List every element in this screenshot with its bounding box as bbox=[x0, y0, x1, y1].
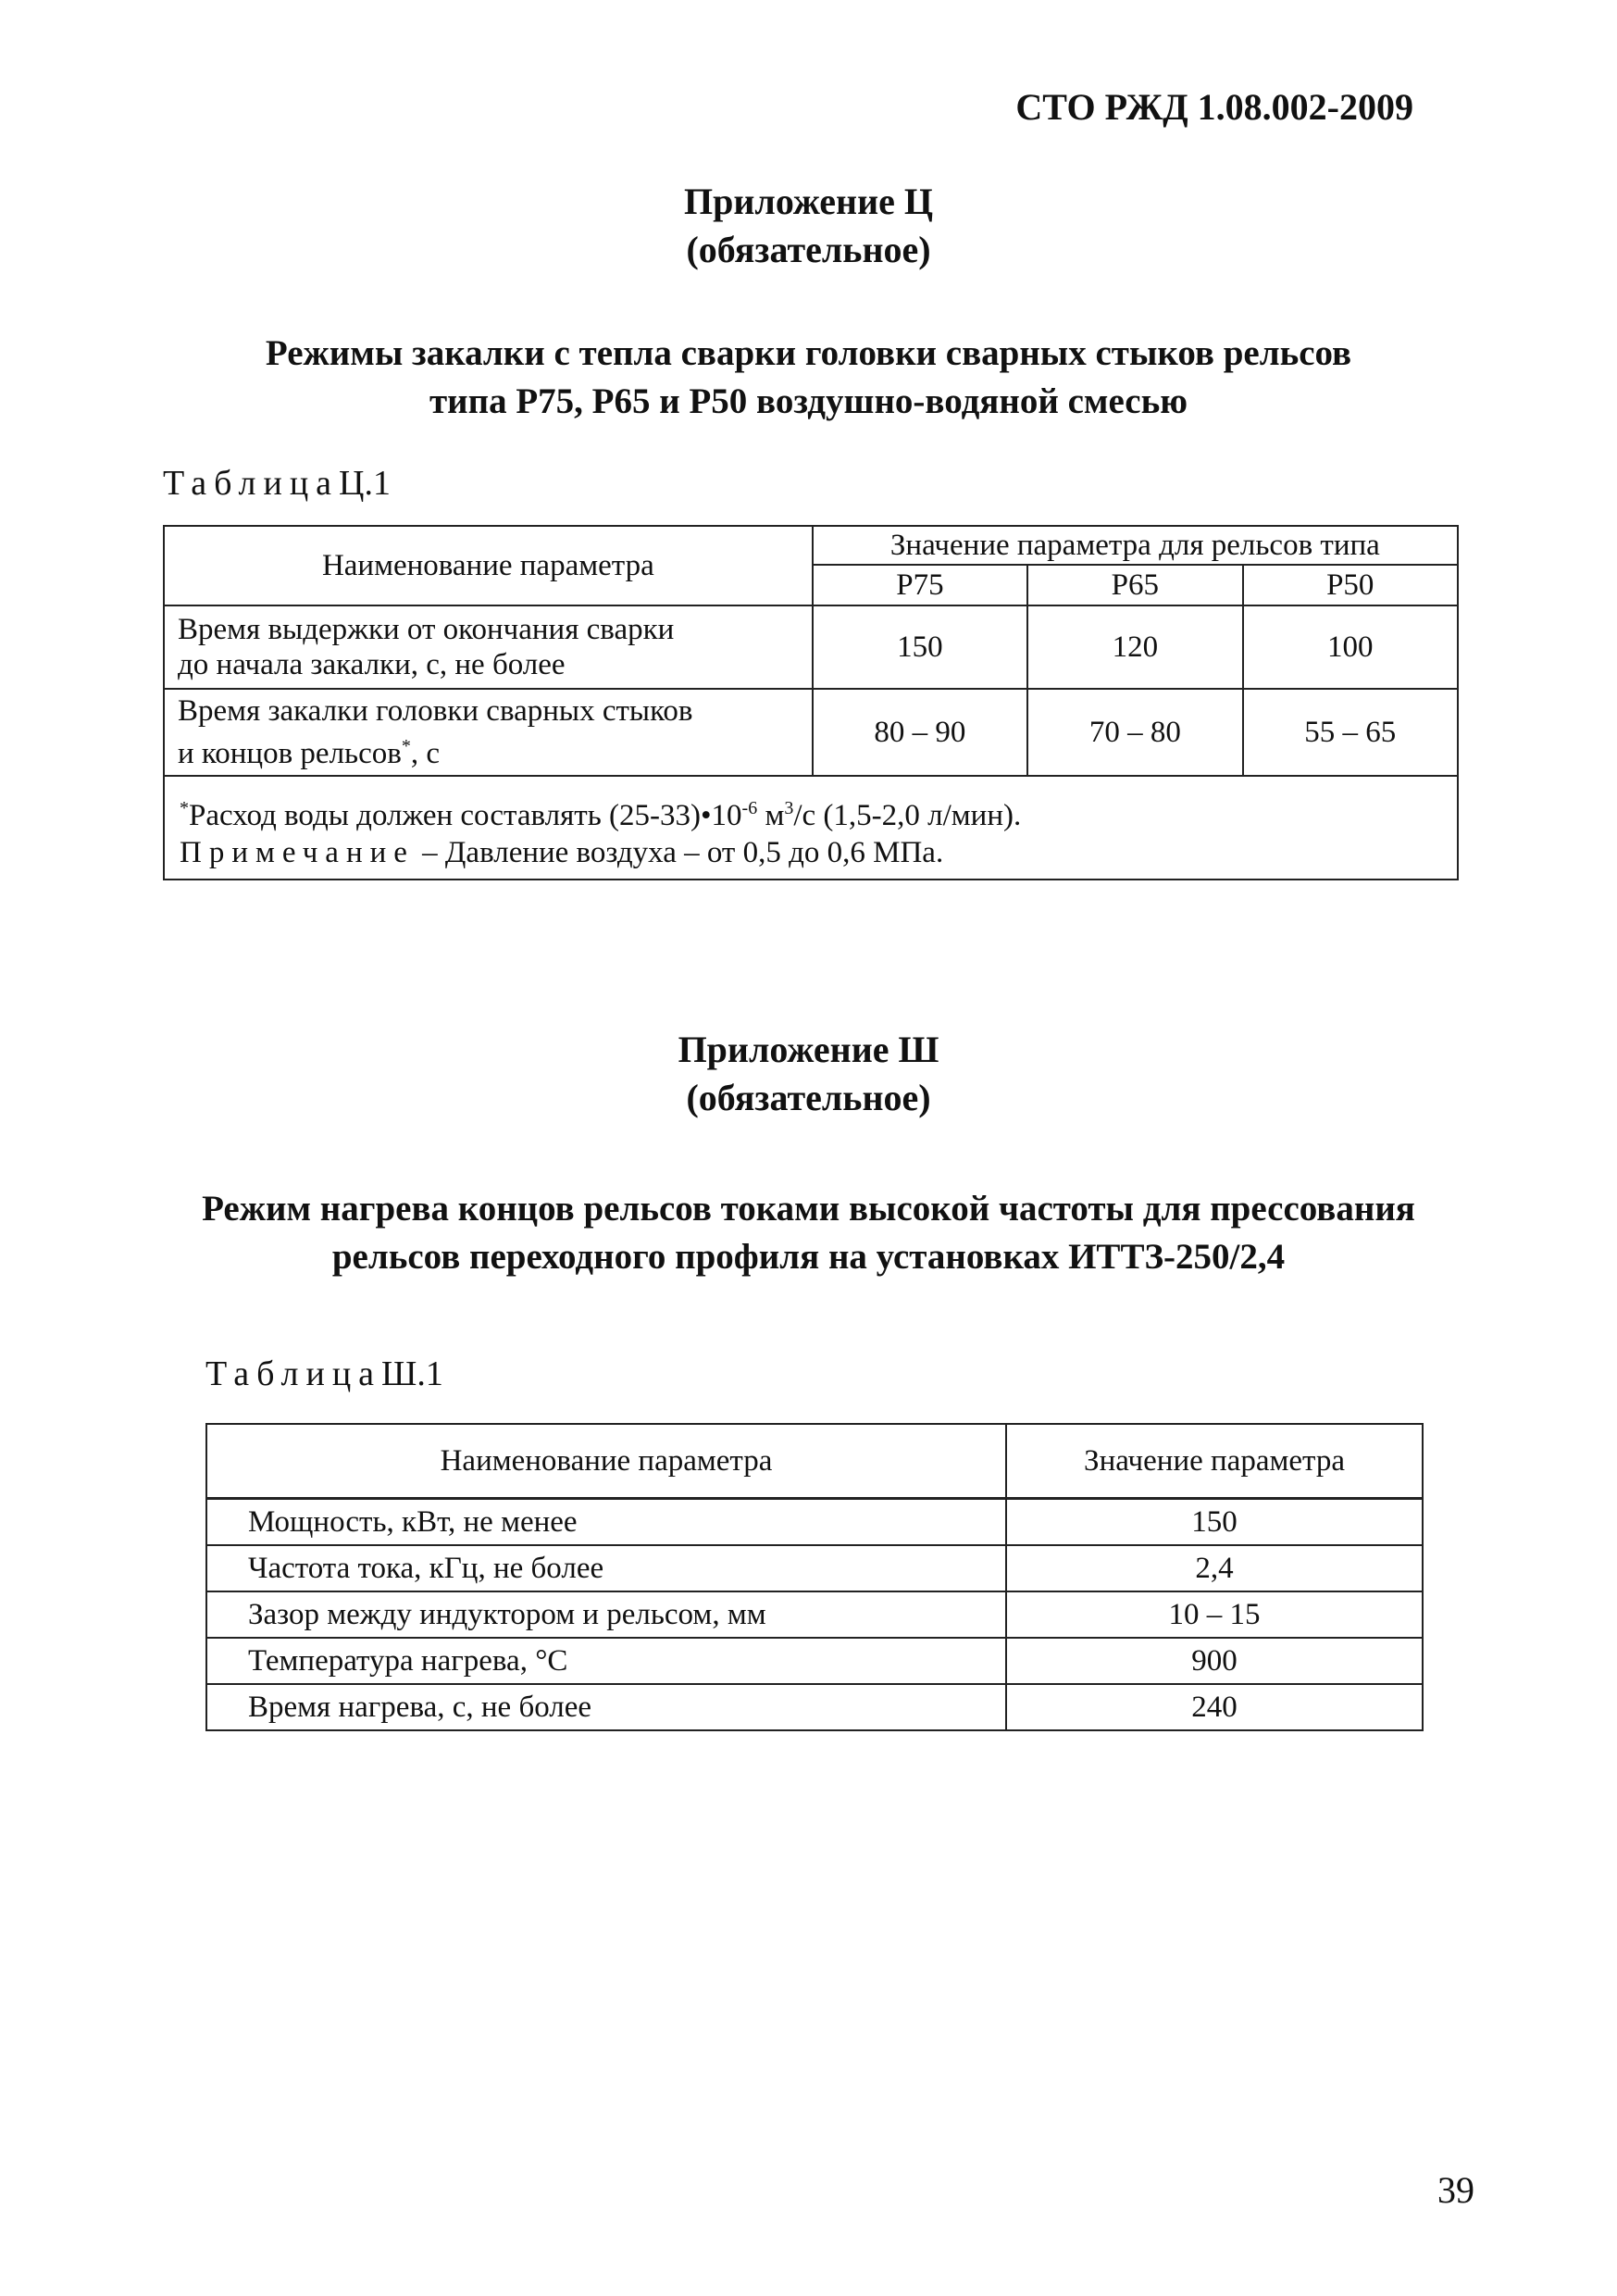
table-row bbox=[206, 1684, 1423, 1730]
table-caption-number: Ц.1 bbox=[339, 464, 391, 503]
appendix-ts-title-block bbox=[0, 178, 1617, 274]
table-sh1 bbox=[205, 1423, 1424, 1731]
col-header-name: Наименование параметра bbox=[164, 526, 813, 605]
footnote-mark: * bbox=[401, 736, 411, 756]
table-ts1 bbox=[163, 525, 1459, 880]
param-name: Температура нагрева, °С bbox=[206, 1638, 1006, 1684]
param-name: Зазор между индуктором и рельсом, мм bbox=[206, 1591, 1006, 1638]
footnote bbox=[180, 790, 1442, 834]
value-cell: 70 – 80 bbox=[1027, 689, 1242, 776]
param-name: Частота тока, кГц, не более bbox=[206, 1545, 1006, 1591]
appendix-ts-heading-line2: типа Р75, Р65 и Р50 воздушно-водяной смесью bbox=[429, 381, 1188, 421]
footnote-unit: м bbox=[757, 799, 785, 832]
appendix-ts-heading-line1: Режимы закалки с тепла сварки головки сварных стыков рельсов bbox=[265, 333, 1352, 373]
param-name-text: и концов рельсов bbox=[178, 737, 402, 770]
table-row bbox=[206, 1591, 1423, 1638]
table-row bbox=[206, 1638, 1423, 1684]
page-number: 39 bbox=[1437, 2169, 1474, 2211]
param-value: 900 bbox=[1006, 1638, 1423, 1684]
appendix-ts-title: Приложение Ц bbox=[683, 181, 934, 222]
note-label: Примечание bbox=[180, 836, 415, 869]
table-note-row bbox=[164, 776, 1458, 880]
table-row bbox=[164, 689, 1458, 776]
value-cell: 100 bbox=[1243, 605, 1458, 689]
document-code: СТО РЖД 1.08.002-2009 bbox=[1015, 86, 1413, 128]
note-text: – Давление воздуха – от 0,5 до 0,6 МПа. bbox=[414, 836, 944, 869]
col-header-name: Наименование параметра bbox=[206, 1424, 1006, 1499]
table-caption-number: Ш.1 bbox=[381, 1354, 443, 1393]
param-name: Время нагрева, с, не более bbox=[206, 1684, 1006, 1730]
table-row bbox=[164, 605, 1458, 689]
table-row bbox=[206, 1545, 1423, 1591]
appendix-ts-status: (обязательное) bbox=[686, 229, 931, 270]
col-header-r65: Р65 bbox=[1027, 565, 1242, 605]
param-value: 10 – 15 bbox=[1006, 1591, 1423, 1638]
col-header-r75: Р75 bbox=[813, 565, 1027, 605]
value-cell: 150 bbox=[813, 605, 1027, 689]
appendix-sh-title: Приложение Ш bbox=[678, 1029, 939, 1070]
col-header-r50: Р50 bbox=[1243, 565, 1458, 605]
appendix-sh-status: (обязательное) bbox=[686, 1077, 931, 1118]
param-name-line2 bbox=[178, 729, 799, 771]
table-caption-word: Таблица bbox=[205, 1354, 382, 1393]
table-note bbox=[164, 776, 1458, 880]
param-value: 150 bbox=[1006, 1499, 1423, 1546]
footnote-text-end: /с (1,5-2,0 л/мин). bbox=[793, 799, 1022, 832]
value-cell: 80 – 90 bbox=[813, 689, 1027, 776]
param-name: Мощность, кВт, не менее bbox=[206, 1499, 1006, 1546]
param-name-suffix: , с bbox=[410, 737, 440, 770]
col-header-group: Значение параметра для рельсов типа bbox=[813, 526, 1458, 565]
footnote-text: Расход воды должен составлять (25-33)•10 bbox=[189, 799, 742, 832]
appendix-sh-title-block bbox=[0, 1026, 1617, 1122]
table-caption-word: Таблица bbox=[163, 464, 340, 503]
param-name bbox=[164, 689, 813, 776]
table-ts1-caption bbox=[163, 463, 391, 504]
note bbox=[180, 834, 1442, 871]
appendix-sh-heading-line2: рельсов переходного профиля на установках ИТТЗ-250/2,4 bbox=[331, 1237, 1286, 1277]
param-value: 240 bbox=[1006, 1684, 1423, 1730]
appendix-sh-heading bbox=[0, 1185, 1617, 1281]
param-name-line2: до начала закалки, с, не более bbox=[178, 648, 566, 681]
param-name-line1: Время выдержки от окончания сварки bbox=[178, 613, 675, 646]
value-cell: 55 – 65 bbox=[1243, 689, 1458, 776]
footnote-exponent: -6 bbox=[741, 798, 758, 818]
col-header-value: Значение параметра bbox=[1006, 1424, 1423, 1499]
appendix-sh-heading-line1: Режим нагрева концов рельсов токами высокой частоты для прессования bbox=[202, 1189, 1415, 1229]
param-name-line1: Время закалки головки сварных стыков bbox=[178, 694, 693, 728]
appendix-ts-heading bbox=[0, 330, 1617, 426]
table-row bbox=[206, 1499, 1423, 1546]
param-value: 2,4 bbox=[1006, 1545, 1423, 1591]
footnote-mark: * bbox=[180, 798, 189, 818]
footnote-exponent: 3 bbox=[784, 798, 794, 818]
table-sh1-caption bbox=[205, 1354, 443, 1394]
param-name bbox=[164, 605, 813, 689]
value-cell: 120 bbox=[1027, 605, 1242, 689]
